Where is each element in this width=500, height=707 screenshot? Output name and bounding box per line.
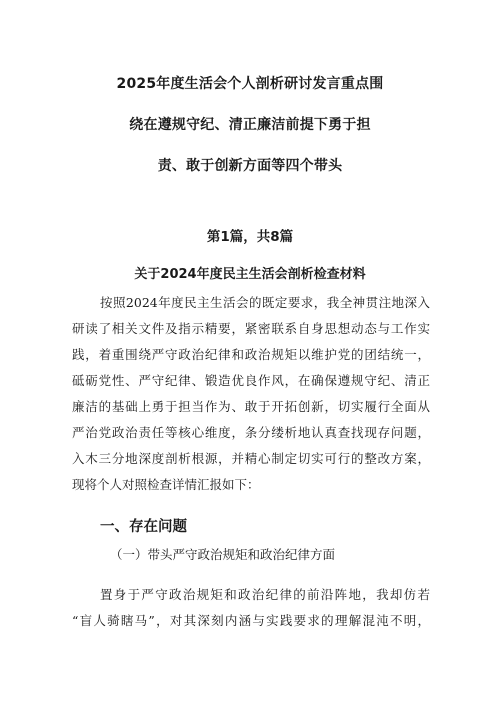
chapter-label: 第1篇，共8篇 [206,229,294,245]
body-paragraph-line-2: “盲人骑瞎马”，对其深刻内涵与实践要求的理解混沌不明， [72,613,430,628]
intro-paragraph-line-8: 现将个人对照检查详情汇报如下： [72,477,260,492]
intro-paragraph-line-2: 研读了相关文件及指示精要，紧密联系自身思想动态与工作实 [72,321,430,336]
intro-paragraph-line-6: 严治党政治责任等核心维度，条分缕析地认真查找现存问题， [72,425,430,440]
intro-paragraph-line-1: 按照2024年度民主生活会的既定要求，我全神贯注地深入 [100,295,430,310]
intro-paragraph-line-5: 廉洁的基础上勇于担当作为、敢于开拓创新，切实履行全面从 [72,399,430,414]
document-title-line-2: 绕在遵规守纪、清正廉洁前提下勇于担 [129,117,371,133]
section-heading: 一、存在问题 [100,519,187,535]
document-subtitle: 关于2024年度民主生活会剖析检查材料 [134,267,366,282]
intro-paragraph-line-7: 入木三分地深度剖析根源，并精心制定切实可行的整改方案， [72,451,430,466]
document-title-line-3: 责、敢于创新方面等四个带头 [157,158,343,174]
body-paragraph-line-1: 置身于严守政治规矩和政治纪律的前沿阵地，我却仿若 [100,587,430,602]
intro-paragraph-line-4: 砥砺党性、严守纪律、锻造优良作风，在确保遵规守纪、清正 [72,373,430,388]
document-title-line-1: 2025年度生活会个人剖析研讨发言重点围 [116,76,384,92]
intro-paragraph-line-3: 践，着重围绕严守政治纪律和政治规矩以维护党的团结统一， [72,347,430,362]
subsection-heading: （一）带头严守政治规矩和政治纪律方面 [110,547,336,562]
